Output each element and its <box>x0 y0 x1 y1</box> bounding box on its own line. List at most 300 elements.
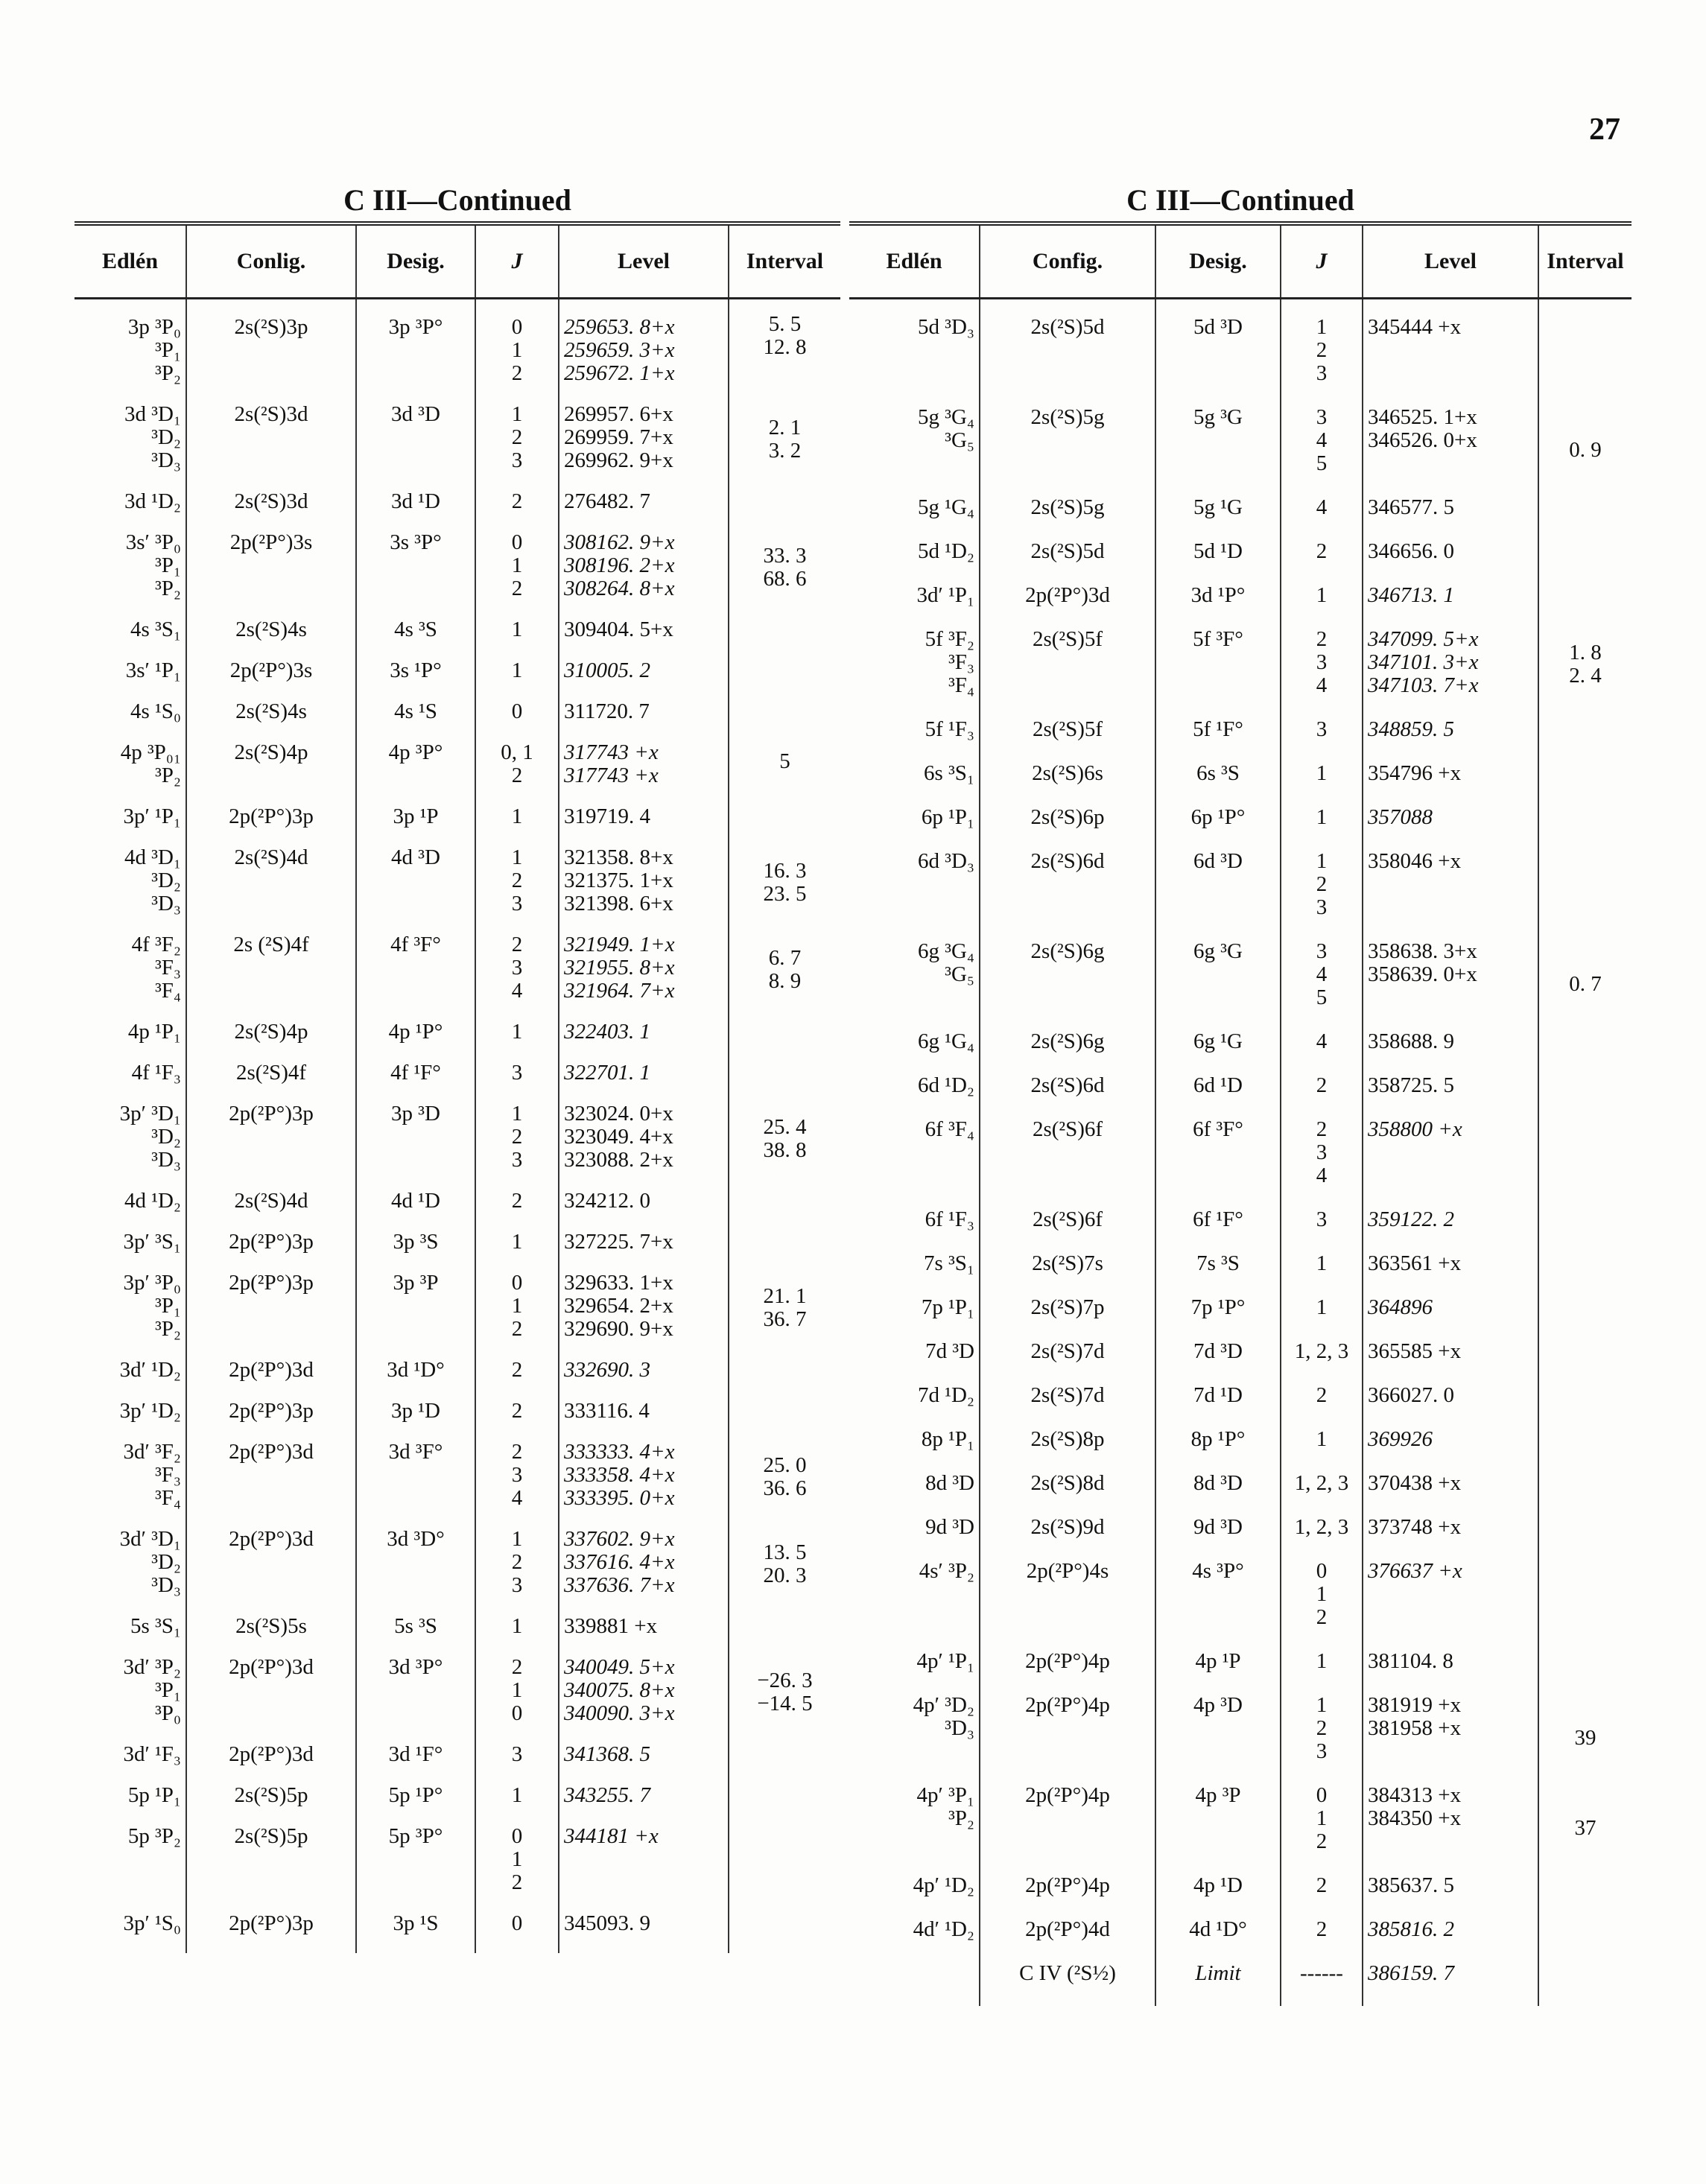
j-cell <box>475 741 559 805</box>
config-cell-line: 2s(²S)9d <box>1030 1516 1105 1539</box>
j-cell <box>1281 1074 1363 1118</box>
config-cell <box>980 496 1155 540</box>
interval-cell <box>1538 584 1632 628</box>
j-cell-line: 3 <box>1316 1140 1328 1164</box>
edlen-cell-line: ³D₃ <box>151 448 181 472</box>
level-cell <box>1363 406 1538 496</box>
edlen-cell-line: 6s ³S₁ <box>924 762 974 785</box>
j-cell-line: 0 <box>511 1701 523 1725</box>
j-cell <box>1281 1296 1363 1340</box>
j-cell-line: 3 <box>1316 940 1328 963</box>
config-cell <box>186 618 356 659</box>
j-cell-line: 2 <box>511 1870 523 1894</box>
edlen-cell-line: 5f ³F₂ <box>925 628 974 651</box>
config-cell <box>980 628 1155 718</box>
edlen-cell-line: 4d ¹D₂ <box>124 1190 181 1213</box>
config-cell <box>980 718 1155 762</box>
designation-cell-line: 4p ¹P° <box>388 1020 443 1044</box>
level-cell <box>559 531 729 618</box>
config-cell <box>980 1516 1155 1560</box>
config-cell <box>980 806 1155 850</box>
config-cell <box>980 940 1155 1030</box>
interval-cell <box>1538 1296 1632 1340</box>
table-row <box>74 1912 840 1953</box>
level-cell-line: 346577. 5 <box>1368 496 1454 519</box>
j-cell-line: 1 <box>1316 584 1328 607</box>
config-cell-line: 2p(²P°)3d <box>229 1441 314 1464</box>
j-cell <box>1281 1030 1363 1074</box>
interval-cell-line: 38. 8 <box>763 1138 807 1162</box>
j-cell-line: 3 <box>1316 1208 1328 1231</box>
j-cell <box>1281 1252 1363 1296</box>
designation-cell <box>356 1061 475 1102</box>
config-cell-line: 2p(²P°)3p <box>229 805 314 828</box>
left-table-title: C III—Continued <box>343 183 571 217</box>
level-cell-line: 346525. 1+x <box>1368 406 1477 429</box>
table-row <box>849 1472 1632 1516</box>
edlen-cell-line: 3d ³D₁ <box>124 403 181 426</box>
interval-cell-line: 2. 1 <box>768 416 802 439</box>
j-cell <box>475 618 559 659</box>
level-cell-line: 323088. 2+x <box>564 1148 673 1172</box>
interval-cell <box>729 741 840 805</box>
j-cell-line: 3 <box>511 956 523 980</box>
level-cell-line: 358639. 0+x <box>1368 962 1477 986</box>
config-cell-line: 2p(²P°)3d <box>229 1743 314 1766</box>
j-cell-line: 1 <box>1316 1296 1328 1319</box>
designation-cell-line: 6s ³S <box>1196 762 1240 785</box>
j-cell-line: 3 <box>511 448 523 472</box>
level-cell-line: 259653. 8+x <box>564 315 675 339</box>
edlen-cell <box>74 1061 186 1102</box>
designation-cell <box>1155 940 1281 1030</box>
designation-cell <box>1155 806 1281 850</box>
table-row <box>74 1615 840 1656</box>
j-cell-line: 1 <box>511 1784 523 1807</box>
table-row <box>849 406 1632 496</box>
edlen-cell-line: 6d ³D₃ <box>918 850 974 873</box>
right-table-body <box>849 299 1632 2007</box>
j-cell <box>1281 1962 1363 2006</box>
config-cell <box>980 1340 1155 1384</box>
designation-cell-line: 3s ¹P° <box>390 659 442 682</box>
level-cell <box>559 1528 729 1615</box>
j-cell-line: 1 <box>511 659 523 682</box>
edlen-cell-line: ³P₂ <box>155 1317 181 1341</box>
config-cell-line: 2s(²S)6p <box>1030 806 1105 829</box>
header-interval: Interval <box>1538 223 1632 299</box>
level-cell-line: 337616. 4+x <box>564 1550 675 1574</box>
j-cell-line: 3 <box>1316 650 1328 674</box>
edlen-cell <box>74 700 186 741</box>
config-cell <box>186 846 356 933</box>
table-row <box>74 846 840 933</box>
edlen-cell-line: ³P₁ <box>155 1294 181 1318</box>
config-cell <box>980 1784 1155 1874</box>
designation-cell-line: 3p ¹P <box>393 805 439 828</box>
designation-cell <box>356 1359 475 1400</box>
edlen-cell-line: 4s ¹S₀ <box>130 700 181 723</box>
level-cell-line: 346656. 0 <box>1368 540 1454 563</box>
edlen-cell <box>849 1030 980 1074</box>
edlen-cell-line: 4p′ ³D₂ <box>913 1694 974 1717</box>
config-cell <box>186 299 356 404</box>
j-cell <box>1281 1208 1363 1252</box>
level-cell-line: 317743 +x <box>564 764 659 787</box>
j-cell <box>475 1656 559 1743</box>
edlen-cell <box>849 1384 980 1428</box>
j-cell-line: 2 <box>1316 338 1328 362</box>
j-cell-line: 2 <box>1316 1118 1328 1141</box>
edlen-cell-line: 5s ³S₁ <box>130 1615 181 1638</box>
config-cell-line: 2s(²S)7p <box>1030 1296 1105 1319</box>
level-cell <box>559 618 729 659</box>
designation-cell-line: 4p ¹D <box>1193 1874 1243 1897</box>
edlen-cell-line: 6p ¹P₁ <box>921 806 974 829</box>
j-cell <box>475 531 559 618</box>
config-cell <box>980 1118 1155 1208</box>
config-cell-line: 2s(²S)6s <box>1032 762 1103 785</box>
designation-cell-line: 7d ³D <box>1193 1340 1243 1363</box>
edlen-cell <box>849 1208 980 1252</box>
config-cell-line: 2s(²S)5d <box>1030 315 1105 339</box>
j-cell-line: 1 <box>1316 1428 1328 1451</box>
interval-cell-line: 6. 7 <box>768 946 802 970</box>
designation-cell-line: 3p ³P° <box>388 315 443 339</box>
designation-cell <box>356 531 475 618</box>
interval-cell-line: −26. 3 <box>757 1669 813 1692</box>
j-cell-line: 2 <box>1316 1716 1328 1740</box>
level-cell <box>1363 1030 1538 1074</box>
designation-cell-line: 4p ³P° <box>388 741 443 764</box>
interval-cell-line: 37 <box>1574 1816 1596 1840</box>
interval-cell <box>729 1102 840 1190</box>
config-cell-line: 2p(²P°)4d <box>1025 1918 1110 1941</box>
interval-cell <box>1538 1918 1632 1962</box>
edlen-cell <box>74 1912 186 1953</box>
level-cell-line: 385637. 5 <box>1368 1874 1454 1897</box>
header-j: J <box>475 223 559 299</box>
designation-cell-line: 4d ³D <box>391 846 440 869</box>
edlen-cell-line: 5d ¹D₂ <box>918 540 974 563</box>
edlen-cell-line: 5p ³P₂ <box>127 1825 181 1848</box>
level-cell-line: 310005. 2 <box>564 659 650 682</box>
j-cell-line: 4 <box>1316 428 1328 452</box>
edlen-cell <box>74 1784 186 1825</box>
designation-cell <box>356 1912 475 1953</box>
j-cell-line: 3 <box>511 1148 523 1172</box>
designation-cell <box>1155 1118 1281 1208</box>
level-cell-line: 376637 +x <box>1368 1560 1462 1583</box>
edlen-cell-line: 7s ³S₁ <box>924 1252 974 1275</box>
table-row <box>74 700 840 741</box>
level-cell-line: 321955. 8+x <box>564 956 675 980</box>
table-row <box>74 1102 840 1190</box>
table-row <box>849 850 1632 940</box>
j-cell <box>475 1441 559 1528</box>
j-cell-line: 1 <box>1316 1806 1328 1830</box>
j-cell-line: 0 <box>511 700 523 723</box>
j-cell <box>475 1020 559 1061</box>
designation-cell <box>1155 1252 1281 1296</box>
edlen-cell <box>74 1441 186 1528</box>
edlen-cell-line: 4f ³F₂ <box>131 933 181 956</box>
config-cell <box>980 1918 1155 1962</box>
level-cell-line: 340090. 3+x <box>564 1701 675 1725</box>
level-cell <box>559 1231 729 1272</box>
interval-cell <box>1538 1208 1632 1252</box>
config-cell <box>980 1472 1155 1516</box>
edlen-cell <box>849 1784 980 1874</box>
level-cell-line: 343255. 7 <box>564 1784 650 1807</box>
table-row <box>74 403 840 490</box>
designation-cell <box>356 741 475 805</box>
edlen-cell <box>849 940 980 1030</box>
interval-cell <box>729 1272 840 1359</box>
config-cell-line: 2s(²S)3p <box>234 315 308 339</box>
header-interval: Interval <box>729 223 840 299</box>
level-cell-line: 337636. 7+x <box>564 1573 675 1597</box>
level-cell-line: 384313 +x <box>1368 1784 1462 1807</box>
edlen-cell-line: 3p′ ³P₀ <box>123 1272 181 1295</box>
interval-cell <box>1538 1428 1632 1472</box>
edlen-cell-line: 4p ³P₀₁ <box>120 741 181 764</box>
level-cell-line: 346526. 0+x <box>1368 428 1477 452</box>
j-cell <box>475 1743 559 1784</box>
edlen-cell-line: ³P₂ <box>948 1806 974 1830</box>
designation-cell <box>1155 1516 1281 1560</box>
level-cell-line: 359122. 2 <box>1368 1208 1454 1231</box>
level-cell <box>1363 1384 1538 1428</box>
j-cell <box>475 403 559 490</box>
level-cell <box>1363 1472 1538 1516</box>
designation-cell-line: 5s ³S <box>394 1615 437 1638</box>
level-cell-line: 322403. 1 <box>564 1020 650 1044</box>
interval-cell <box>729 700 840 741</box>
config-cell <box>186 1528 356 1615</box>
edlen-cell-line: 3d ¹D₂ <box>124 490 181 513</box>
table-row <box>849 1516 1632 1560</box>
interval-cell <box>729 1020 840 1061</box>
header-level: Level <box>1363 223 1538 299</box>
interval-cell-line: 2. 4 <box>1569 664 1602 688</box>
edlen-cell-line: 3s′ ¹P₁ <box>125 659 181 682</box>
config-cell-line: 2s(²S)5d <box>1030 540 1105 563</box>
level-cell <box>1363 1694 1538 1784</box>
interval-cell <box>1538 806 1632 850</box>
level-cell-line: 324212. 0 <box>564 1190 650 1213</box>
level-cell-line: 354796 +x <box>1368 762 1462 785</box>
edlen-cell <box>849 496 980 540</box>
config-cell-line: 2p(²P°)3d <box>229 1359 314 1382</box>
interval-cell-line: 20. 3 <box>763 1564 807 1587</box>
interval-cell <box>1538 1874 1632 1918</box>
table-row <box>849 1784 1632 1874</box>
edlen-cell <box>74 741 186 805</box>
level-cell-line: 311720. 7 <box>564 700 650 723</box>
config-cell <box>980 1030 1155 1074</box>
level-cell-line: 386159. 7 <box>1368 1962 1454 1985</box>
j-cell <box>475 1359 559 1400</box>
edlen-cell-line: ³G₅ <box>945 428 974 452</box>
edlen-cell <box>74 1615 186 1656</box>
level-cell-line: 364896 <box>1368 1296 1433 1319</box>
edlen-cell-line: 3p ³P₀ <box>127 315 181 339</box>
designation-cell-line: 6f ¹F° <box>1193 1208 1243 1231</box>
j-cell <box>475 933 559 1020</box>
config-cell-line: 2p(²P°)4p <box>1025 1650 1110 1673</box>
edlen-cell-line: ³G₅ <box>945 962 974 986</box>
level-cell-line: 323049. 4+x <box>564 1125 673 1149</box>
config-cell <box>186 805 356 846</box>
config-cell <box>186 1272 356 1359</box>
designation-cell-line: 3d ¹D° <box>387 1359 445 1382</box>
table-row <box>74 659 840 700</box>
j-cell <box>475 1400 559 1441</box>
j-cell-line: 2 <box>511 869 523 892</box>
level-cell <box>559 700 729 741</box>
designation-cell <box>1155 1918 1281 1962</box>
level-cell <box>1363 1296 1538 1340</box>
level-cell-line: 327225. 7+x <box>564 1231 673 1254</box>
level-cell <box>559 741 729 805</box>
designation-cell-line: 3p ¹D <box>391 1400 440 1423</box>
level-cell-line: 308264. 8+x <box>564 577 675 600</box>
level-cell <box>1363 1208 1538 1252</box>
designation-cell <box>1155 1962 1281 2006</box>
table-row <box>74 1825 840 1912</box>
level-cell-line: 357088 <box>1368 806 1433 829</box>
edlen-cell <box>74 1020 186 1061</box>
edlen-cell-line: 7d ¹D₂ <box>918 1384 974 1407</box>
interval-cell <box>729 1912 840 1953</box>
level-cell-line: 339881 +x <box>564 1615 658 1638</box>
j-cell <box>1281 1874 1363 1918</box>
left-header-row <box>74 223 840 299</box>
edlen-cell <box>849 1118 980 1208</box>
interval-cell <box>729 659 840 700</box>
table-row <box>849 762 1632 806</box>
designation-cell <box>1155 762 1281 806</box>
level-cell <box>559 1825 729 1912</box>
config-cell-line: 2s(²S)6f <box>1032 1118 1103 1141</box>
j-cell-line: 1 <box>1316 315 1328 339</box>
level-cell-line: 385816. 2 <box>1368 1918 1454 1941</box>
config-cell <box>186 1020 356 1061</box>
edlen-cell-line: 7p ¹P₁ <box>921 1296 974 1319</box>
j-cell-line: 2 <box>511 1359 523 1382</box>
j-cell-line: 4 <box>511 979 523 1003</box>
designation-cell <box>1155 1694 1281 1784</box>
header-edlen: Edlén <box>74 223 186 299</box>
level-cell <box>1363 1962 1538 2006</box>
designation-cell-line: 6d ³D <box>1193 850 1243 873</box>
designation-cell <box>356 700 475 741</box>
right-header-row <box>849 223 1632 299</box>
designation-cell <box>1155 850 1281 940</box>
interval-cell-line: 16. 3 <box>763 859 807 883</box>
config-cell-line: 2s(²S)8p <box>1030 1428 1105 1451</box>
j-cell-line: 3 <box>1316 1739 1328 1763</box>
header-desig: Desig. <box>356 223 475 299</box>
level-cell-line: 269959. 7+x <box>564 425 673 449</box>
config-cell-line: 2s(²S)3d <box>234 403 308 426</box>
header-edlen: Edlén <box>849 223 980 299</box>
j-cell-line: 1 <box>1316 850 1328 873</box>
level-cell <box>559 1743 729 1784</box>
edlen-cell <box>849 806 980 850</box>
designation-cell-line: 4d ¹D <box>391 1190 440 1213</box>
j-cell <box>1281 628 1363 718</box>
config-cell-line: 2p(²P°)3p <box>229 1102 314 1126</box>
table-row <box>74 1441 840 1528</box>
edlen-cell-line: 3p′ ³D₁ <box>119 1102 181 1126</box>
designation-cell <box>1155 1296 1281 1340</box>
table-row <box>74 1231 840 1272</box>
designation-cell <box>356 1743 475 1784</box>
edlen-cell <box>74 1825 186 1912</box>
designation-cell <box>1155 1030 1281 1074</box>
level-cell-line: 333116. 4 <box>564 1400 650 1423</box>
config-cell <box>980 1208 1155 1252</box>
designation-cell <box>356 1272 475 1359</box>
edlen-cell-line: 5g ¹G₄ <box>918 496 974 519</box>
level-cell-line: 381958 +x <box>1368 1716 1462 1740</box>
level-cell-line: 321964. 7+x <box>564 979 675 1003</box>
j-cell-line: 1 <box>511 553 523 577</box>
designation-cell <box>1155 584 1281 628</box>
edlen-cell <box>849 1340 980 1384</box>
j-cell-line: 3 <box>1316 406 1328 429</box>
config-cell-line: 2s(²S)4d <box>234 846 308 869</box>
designation-cell-line: 3d ¹D <box>391 490 440 513</box>
level-cell-line: 332690. 3 <box>564 1359 650 1382</box>
config-cell <box>186 1615 356 1656</box>
j-cell-line: 3 <box>511 1573 523 1597</box>
table-row <box>849 940 1632 1030</box>
config-cell-line: 2s(²S)8d <box>1030 1472 1105 1495</box>
interval-cell-line: 12. 8 <box>763 335 807 359</box>
j-cell-line: 5 <box>1316 451 1328 475</box>
edlen-cell-line: 9d ³D <box>925 1516 974 1539</box>
j-cell-line: 1 <box>1316 1252 1328 1275</box>
level-cell-line: 341368. 5 <box>564 1743 650 1766</box>
j-cell-line: 1 <box>511 1615 523 1638</box>
edlen-cell-line: 3p′ ¹P₁ <box>123 805 181 828</box>
edlen-cell-line: 4d′ ¹D₂ <box>913 1918 974 1941</box>
table-row <box>74 805 840 846</box>
edlen-cell-line: 5p ¹P₁ <box>127 1784 181 1807</box>
interval-cell <box>1538 1030 1632 1074</box>
level-cell-line: 321358. 8+x <box>564 846 673 869</box>
level-cell <box>1363 940 1538 1030</box>
j-cell-line: 2 <box>511 1125 523 1149</box>
j-cell-line: 5 <box>1316 985 1328 1009</box>
edlen-cell-line: 8d ³D <box>925 1472 974 1495</box>
interval-cell-line: 23. 5 <box>763 882 807 906</box>
designation-cell <box>1155 1340 1281 1384</box>
interval-cell <box>729 1400 840 1441</box>
config-cell <box>186 1231 356 1272</box>
j-cell <box>475 1784 559 1825</box>
config-cell <box>980 1428 1155 1472</box>
interval-cell <box>729 1656 840 1743</box>
config-cell-line: 2p(²P°)3p <box>229 1231 314 1254</box>
level-cell-line: 309404. 5+x <box>564 618 673 641</box>
edlen-cell-line: 3p′ ¹D₂ <box>119 1400 181 1423</box>
designation-cell-line: 3s ³P° <box>390 531 442 554</box>
interval-cell <box>729 933 840 1020</box>
